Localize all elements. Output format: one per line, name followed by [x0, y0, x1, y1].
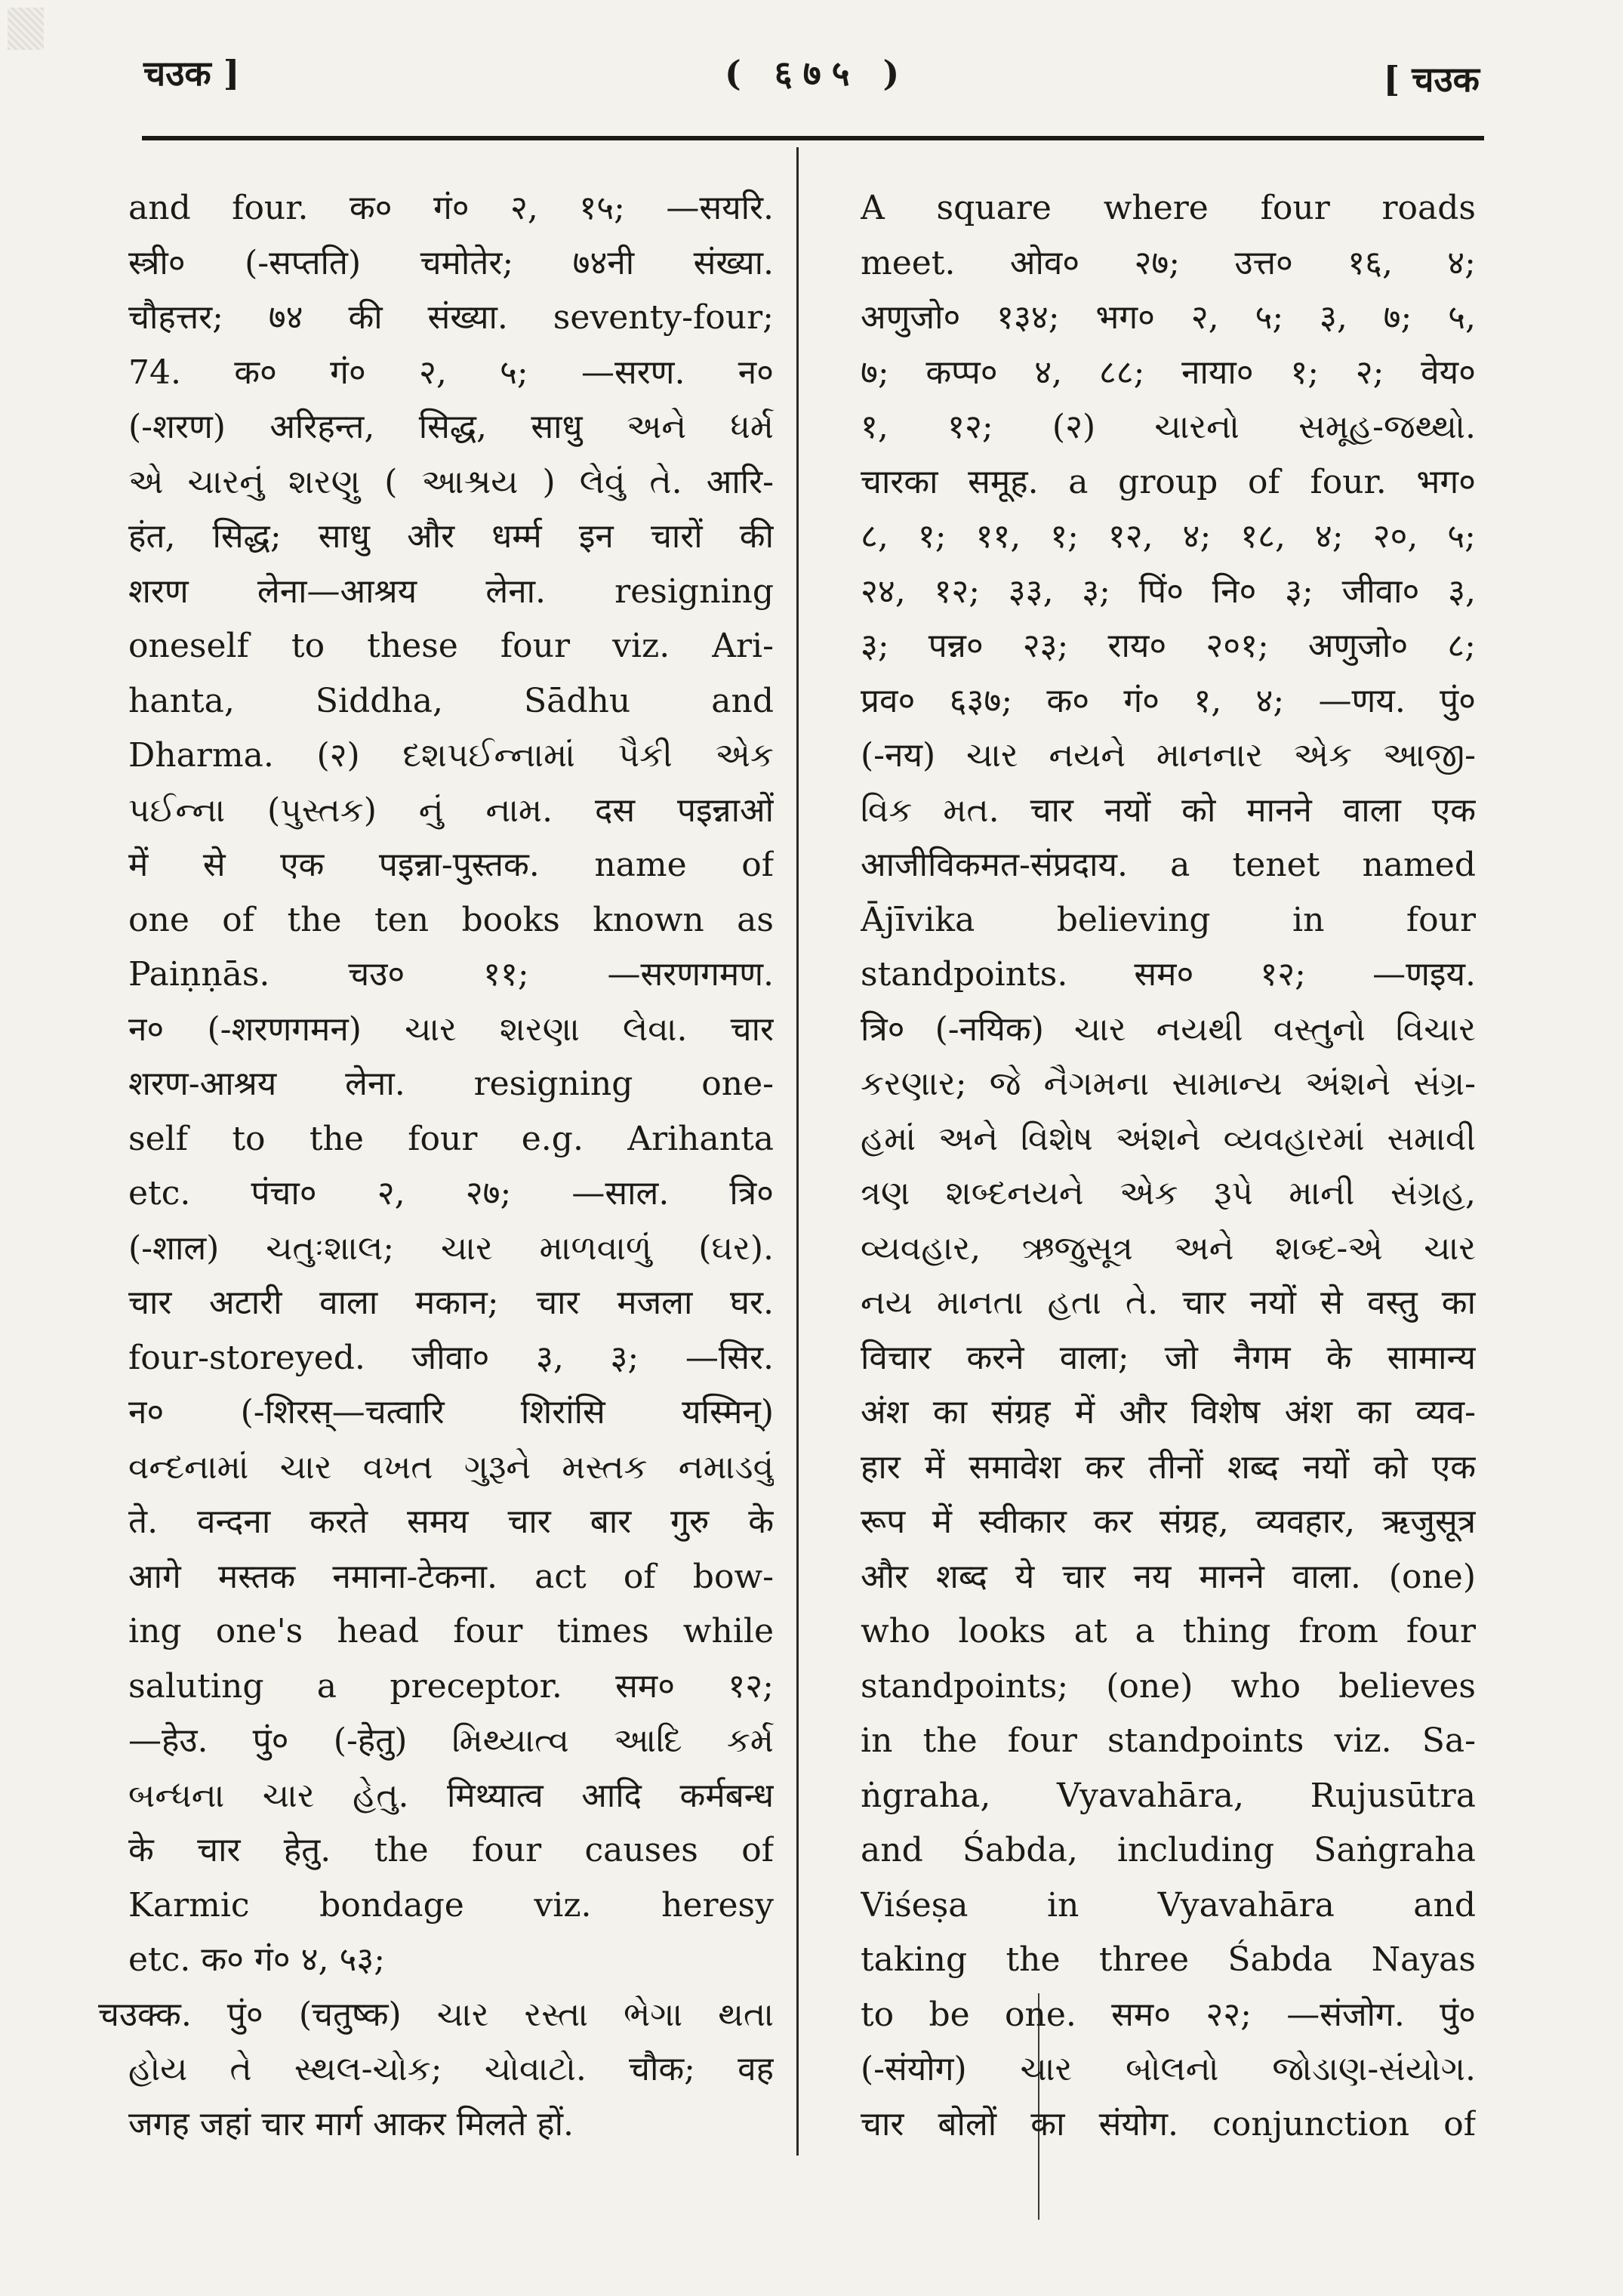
page-number: ( ६७५ ) [725, 53, 910, 94]
left-column [98, 181, 774, 2152]
text-line: रूप में स्वीकार कर संग्रह, व्यवहार, ऋजुसूत्र [861, 1502, 1476, 1541]
text-line: નય માનતા હતા તે. चार नयों से वस्तु का [861, 1284, 1476, 1322]
text-line: saluting a preceptor. सम० १२; [128, 1666, 774, 1706]
text-line: વિક મત. चार नयों को मानने वाला एक [861, 791, 1476, 830]
text-line: चारका समूह. a group of four. भग० [861, 462, 1476, 501]
text-line: त्रि० (-नयिक) ચાર નયથી વસ્તુનો વિચાર [861, 1009, 1476, 1049]
text-line: oneself to these four viz. Ari- [128, 627, 774, 665]
text-line: હોય તે સ્થલ-ચોક; ચોવાટો. चौक; वह [128, 2050, 774, 2088]
header-left-guideword: चउक ] [143, 53, 240, 94]
text-line: standpoints. सम० १२; —णइय. [861, 955, 1476, 994]
text-line: —हेउ. पुं० (-हेतु) મિથ્યાત્વ આદિ કર્મ [128, 1721, 774, 1760]
text-line: હમાં અને વિશેષ અંશને વ્યવહારમાં સમાવી [861, 1119, 1476, 1158]
text-line: A square where four roads [861, 189, 1476, 227]
text-line: Ājīvika believing in four [861, 900, 1476, 939]
text-line: न० (-शिरस्—चत्वारि शिरांसि यस्मिन्) [128, 1393, 774, 1432]
text-line: એ ચારનું શરણુ ( આશ્રય ) લેવું તે. आरि- [128, 462, 774, 501]
text-line: (-शरण) अरिहन्त, सिद्ध, साधु અને ધર્મ [128, 408, 774, 446]
headword-entry-line: चउक्क. पुं० (चतुष्क) ચાર રસ્તા ભેગા થતા [98, 1995, 774, 2034]
text-line: who looks at a thing from four [861, 1612, 1476, 1650]
text-line: हंत, सिद्ध; साधु और धर्म्म इन चारों की [128, 517, 774, 556]
text-line: आजीविकमत-संप्रदाय. a tenet named [861, 846, 1476, 884]
text-line: (-संयोग) ચાર બોલનો જોડાણ-સંયોગ. [861, 2050, 1476, 2088]
text-line: में से एक पइन्ना-पुस्तक. name of [128, 846, 774, 884]
text-line: and Śabda, including Saṅgraha [861, 1831, 1476, 1869]
text-line: કરણાર; જે નૈગમના સામાન્ય અંશને સંગ્ર- [861, 1065, 1476, 1103]
text-line: (-नय) ચાર નયને માનનાર એક આજી- [861, 736, 1476, 775]
text-line: के चार हेतु. the four causes of [128, 1831, 774, 1869]
text-line: १, १२; (२) ચારનો સમૂહ-જથ્થો. [861, 408, 1476, 446]
scan-artifact [8, 8, 44, 50]
text-line: न० (-शरणगमन) ચાર શરણા લેવા. चार [128, 1009, 774, 1049]
text-line: चार बोलों का संयोग. conjunction of [861, 2104, 1476, 2143]
text-line: standpoints; (one) who believes [861, 1666, 1476, 1706]
text-line: (-शाल) ચતુઃશાલ; ચાર માળવાળું (ઘર). [128, 1228, 774, 1268]
text-line: चार अटारी वाला मकान; चार मजला घर. [128, 1284, 774, 1322]
text-line: और शब्द ये चार नय मानने वाला. (one) [861, 1557, 1476, 1596]
text-line: जगह जहां चार मार्ग आकर मिलते हों. [128, 2104, 574, 2143]
text-line: ते. वन्दना करते समय चार बार गुरु के [128, 1502, 774, 1541]
text-line: and four. क० गं० २, १५; —सयरि. [128, 189, 774, 227]
header-right-guideword: [ चउक [1383, 59, 1480, 100]
text-line: शरण-आश्रय लेना. resigning one- [128, 1065, 774, 1103]
text-line: २४, १२; ३३, ३; पिं० नि० ३; जीवा० ३, [861, 572, 1476, 611]
text-line: etc. क० गं० ४, ५३; [128, 1940, 386, 1979]
column-divider [796, 147, 799, 2156]
header-rule [142, 136, 1484, 140]
text-line: પઈન્ના (પુસ્તક) નું નામ. दस पइन्नाओं [128, 791, 774, 830]
text-line: etc. पंचा० २, २७; —साल. त्रि० [128, 1174, 774, 1213]
text-line: Karmic bondage viz. heresy [128, 1885, 774, 1925]
text-line: to be one. सम० २२; —संजोग. पुं० [861, 1995, 1476, 2034]
text-line: ing one's head four times while [128, 1612, 774, 1650]
text-line: ત્રણ શબ્દનયને એક રૂપે માની સંગ્રહ, [861, 1174, 1476, 1213]
text-line: ८, १; ११, १; १२, ४; १८, ४; २०, ५; [861, 517, 1476, 556]
text-line: विचार करने वाला; जो नैगम के सामान्य [861, 1338, 1476, 1377]
text-line: ṅgraha, Vyavahāra, Rujusūtra [861, 1776, 1476, 1815]
text-line: हार में समावेश कर तीनों शब्द नयों को एक [861, 1447, 1476, 1487]
text-line: ३; पन्न० २३; राय० २०१; अणुजो० ८; [861, 627, 1476, 665]
text-line: Dharma. (२) દશપઈન્નામાં પૈકી એક [128, 736, 774, 775]
text-line: अणुजो० १३४; भग० २, ५; ३, ७; ५, [861, 298, 1476, 337]
text-line: चौहत्तर; ७४ की संख्या. seventy-four; [128, 298, 774, 337]
text-line: आगे मस्तक नमाना-टेकना. act of bow- [128, 1557, 774, 1596]
text-line: taking the three Śabda Nayas [861, 1940, 1476, 1979]
text-line: વ્યવહાર, ઋજુસૂત્ર અને શબ્દ-એ ચાર [861, 1228, 1476, 1268]
text-line: ७; कप्प० ४, ८८; नाया० १; २; वेय० [861, 353, 1476, 392]
text-line: Paiṇṇās. चउ० ११; —सरणगमण. [128, 955, 774, 994]
text-line: four-storeyed. जीवा० ३, ३; —सिर. [128, 1338, 774, 1377]
text-line: વન્દનામાં ચાર વખત ગુરૂને મસ્તક નમાડવું [128, 1447, 774, 1487]
text-line: hanta, Siddha, Sādhu and [128, 681, 774, 720]
text-line: Viśeṣa in Vyavahāra and [861, 1885, 1476, 1925]
text-line: अंश का संग्रह में और विशेष अंश का व्यव- [861, 1393, 1476, 1432]
text-line: self to the four e.g. Arihanta [128, 1119, 774, 1158]
text-line: 74. क० गं० २, ५; —सरण. न० [128, 353, 774, 392]
text-line: शरण लेना—आश्रय लेना. resigning [128, 572, 774, 611]
text-line: प्रव० ६३७; क० गं० १, ४; —णय. पुं० [861, 681, 1476, 720]
text-line: બન્ધના ચાર હેતુ. मिथ्यात्व आदि कर्मबन्ध [128, 1776, 774, 1815]
text-line: स्त्री० (-सप्तति) चमोतेर; ७४नी संख्या. [128, 243, 774, 282]
right-column [861, 181, 1476, 2152]
page-header [143, 42, 1480, 109]
text-line: meet. ओव० २७; उत्त० १६, ४; [861, 243, 1476, 282]
text-line: one of the ten books known as [128, 900, 774, 939]
text-line: in the four standpoints viz. Sa- [861, 1721, 1476, 1760]
